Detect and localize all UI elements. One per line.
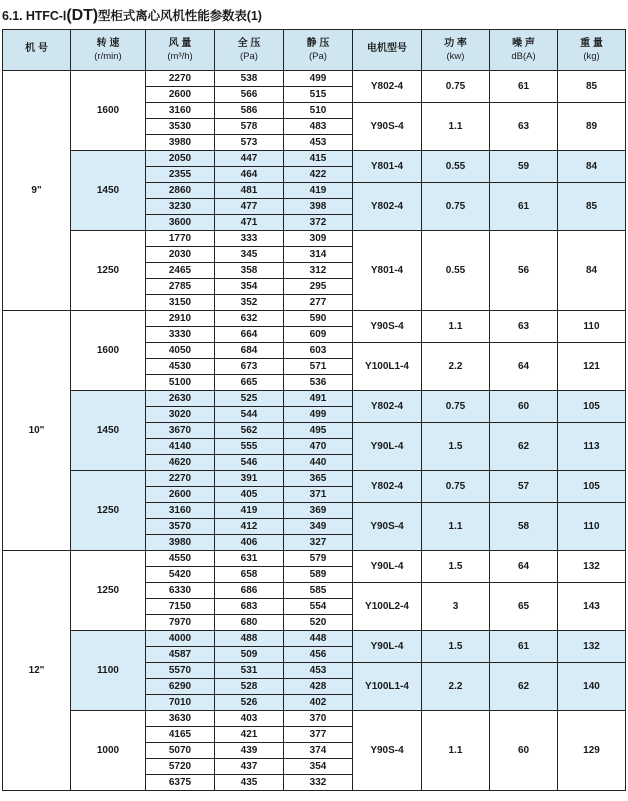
static-pressure-cell: 470 (284, 439, 353, 455)
static-pressure-cell: 370 (284, 711, 353, 727)
airflow-cell: 2465 (146, 263, 215, 279)
total-pressure-cell: 680 (215, 615, 284, 631)
total-pressure-cell: 686 (215, 583, 284, 599)
noise-cell: 60 (490, 391, 558, 423)
speed-cell: 1000 (71, 711, 146, 791)
weight-cell: 140 (558, 663, 626, 711)
static-pressure-cell: 515 (284, 87, 353, 103)
noise-cell: 61 (490, 631, 558, 663)
total-pressure-cell: 421 (215, 727, 284, 743)
static-pressure-cell: 554 (284, 599, 353, 615)
header-cell: 全 压 (Pa) (215, 30, 284, 71)
static-pressure-cell: 377 (284, 727, 353, 743)
total-pressure-cell: 406 (215, 535, 284, 551)
airflow-cell: 2050 (146, 151, 215, 167)
noise-cell: 63 (490, 311, 558, 343)
table-row (3, 71, 626, 87)
static-pressure-cell: 589 (284, 567, 353, 583)
header-cell: 静 压 (Pa) (284, 30, 353, 71)
title-prefix: 6.1. HTFC-Ⅰ (2, 9, 67, 23)
noise-cell: 64 (490, 551, 558, 583)
static-pressure-cell: 448 (284, 631, 353, 647)
airflow-cell: 3150 (146, 295, 215, 311)
speed-cell: 1600 (71, 71, 146, 151)
motor-model-cell: Y90S-4 (353, 103, 422, 151)
airflow-cell: 5100 (146, 375, 215, 391)
speed-cell: 1600 (71, 311, 146, 391)
speed-cell: 1250 (71, 551, 146, 631)
airflow-cell: 3160 (146, 103, 215, 119)
power-cell: 3 (422, 583, 490, 631)
total-pressure-cell: 664 (215, 327, 284, 343)
static-pressure-cell: 453 (284, 135, 353, 151)
airflow-cell: 2630 (146, 391, 215, 407)
airflow-cell: 5070 (146, 743, 215, 759)
table-row (3, 151, 626, 167)
table-row (3, 631, 626, 647)
airflow-cell: 4587 (146, 647, 215, 663)
static-pressure-cell: 415 (284, 151, 353, 167)
speed-cell: 1450 (71, 151, 146, 231)
static-pressure-cell: 499 (284, 71, 353, 87)
noise-cell: 57 (490, 471, 558, 503)
power-cell: 0.75 (422, 183, 490, 231)
table-row (3, 471, 626, 487)
static-pressure-cell: 402 (284, 695, 353, 711)
total-pressure-cell: 439 (215, 743, 284, 759)
power-cell: 0.55 (422, 231, 490, 311)
power-cell: 1.5 (422, 551, 490, 583)
airflow-cell: 3600 (146, 215, 215, 231)
total-pressure-cell: 358 (215, 263, 284, 279)
total-pressure-cell: 391 (215, 471, 284, 487)
table-row (3, 311, 626, 327)
total-pressure-cell: 544 (215, 407, 284, 423)
static-pressure-cell: 456 (284, 647, 353, 663)
static-pressure-cell: 349 (284, 519, 353, 535)
total-pressure-cell: 345 (215, 247, 284, 263)
airflow-cell: 3330 (146, 327, 215, 343)
power-cell: 0.55 (422, 151, 490, 183)
total-pressure-cell: 471 (215, 215, 284, 231)
noise-cell: 65 (490, 583, 558, 631)
static-pressure-cell: 499 (284, 407, 353, 423)
total-pressure-cell: 477 (215, 199, 284, 215)
airflow-cell: 3630 (146, 711, 215, 727)
total-pressure-cell: 333 (215, 231, 284, 247)
power-cell: 2.2 (422, 343, 490, 391)
total-pressure-cell: 526 (215, 695, 284, 711)
static-pressure-cell: 372 (284, 215, 353, 231)
weight-cell: 105 (558, 391, 626, 423)
header-cell: 风 量 (m³/h) (146, 30, 215, 71)
static-pressure-cell: 374 (284, 743, 353, 759)
airflow-cell: 3670 (146, 423, 215, 439)
power-cell: 1.5 (422, 631, 490, 663)
total-pressure-cell: 403 (215, 711, 284, 727)
static-pressure-cell: 491 (284, 391, 353, 407)
total-pressure-cell: 405 (215, 487, 284, 503)
table-row (3, 391, 626, 407)
airflow-cell: 3980 (146, 135, 215, 151)
noise-cell: 63 (490, 103, 558, 151)
power-cell: 0.75 (422, 471, 490, 503)
static-pressure-cell: 571 (284, 359, 353, 375)
static-pressure-cell: 579 (284, 551, 353, 567)
total-pressure-cell: 435 (215, 775, 284, 791)
static-pressure-cell: 440 (284, 455, 353, 471)
total-pressure-cell: 631 (215, 551, 284, 567)
header-row (3, 30, 626, 71)
static-pressure-cell: 585 (284, 583, 353, 599)
static-pressure-cell: 371 (284, 487, 353, 503)
static-pressure-cell: 312 (284, 263, 353, 279)
total-pressure-cell: 566 (215, 87, 284, 103)
noise-cell: 62 (490, 663, 558, 711)
noise-cell: 64 (490, 343, 558, 391)
table-row (3, 231, 626, 247)
weight-cell: 129 (558, 711, 626, 791)
power-cell: 0.75 (422, 71, 490, 103)
airflow-cell: 3160 (146, 503, 215, 519)
total-pressure-cell: 538 (215, 71, 284, 87)
total-pressure-cell: 683 (215, 599, 284, 615)
total-pressure-cell: 464 (215, 167, 284, 183)
total-pressure-cell: 586 (215, 103, 284, 119)
static-pressure-cell: 314 (284, 247, 353, 263)
weight-cell: 121 (558, 343, 626, 391)
static-pressure-cell: 369 (284, 503, 353, 519)
static-pressure-cell: 483 (284, 119, 353, 135)
header-cell: 转 速 (r/min) (71, 30, 146, 71)
noise-cell: 58 (490, 503, 558, 551)
static-pressure-cell: 309 (284, 231, 353, 247)
airflow-cell: 4140 (146, 439, 215, 455)
static-pressure-cell: 453 (284, 663, 353, 679)
weight-cell: 132 (558, 551, 626, 583)
motor-model-cell: Y802-4 (353, 471, 422, 503)
motor-model-cell: Y90S-4 (353, 311, 422, 343)
power-cell: 1.1 (422, 103, 490, 151)
airflow-cell: 4000 (146, 631, 215, 647)
title-suffix: 型柜式离心风机性能参数表(1) (98, 9, 262, 23)
static-pressure-cell: 354 (284, 759, 353, 775)
total-pressure-cell: 525 (215, 391, 284, 407)
airflow-cell: 5720 (146, 759, 215, 775)
airflow-cell: 7970 (146, 615, 215, 631)
table-body (3, 71, 626, 791)
total-pressure-cell: 488 (215, 631, 284, 647)
weight-cell: 143 (558, 583, 626, 631)
airflow-cell: 3570 (146, 519, 215, 535)
static-pressure-cell: 332 (284, 775, 353, 791)
static-pressure-cell: 327 (284, 535, 353, 551)
weight-cell: 105 (558, 471, 626, 503)
airflow-cell: 2270 (146, 471, 215, 487)
airflow-cell: 2785 (146, 279, 215, 295)
header-cell: 机 号 (3, 30, 71, 71)
page-title (2, 6, 262, 25)
total-pressure-cell: 354 (215, 279, 284, 295)
total-pressure-cell: 419 (215, 503, 284, 519)
static-pressure-cell: 277 (284, 295, 353, 311)
airflow-cell: 6330 (146, 583, 215, 599)
motor-model-cell: Y802-4 (353, 183, 422, 231)
total-pressure-cell: 684 (215, 343, 284, 359)
noise-cell: 56 (490, 231, 558, 311)
total-pressure-cell: 447 (215, 151, 284, 167)
static-pressure-cell: 510 (284, 103, 353, 119)
header-cell: 重 量 (kg) (558, 30, 626, 71)
static-pressure-cell: 520 (284, 615, 353, 631)
airflow-cell: 7150 (146, 599, 215, 615)
static-pressure-cell: 398 (284, 199, 353, 215)
header-cell: 电机型号 (353, 30, 422, 71)
static-pressure-cell: 365 (284, 471, 353, 487)
airflow-cell: 4165 (146, 727, 215, 743)
power-cell: 1.1 (422, 711, 490, 791)
airflow-cell: 3980 (146, 535, 215, 551)
total-pressure-cell: 546 (215, 455, 284, 471)
table-row (3, 711, 626, 727)
total-pressure-cell: 673 (215, 359, 284, 375)
static-pressure-cell: 495 (284, 423, 353, 439)
static-pressure-cell: 295 (284, 279, 353, 295)
motor-model-cell: Y90L-4 (353, 423, 422, 471)
airflow-cell: 5570 (146, 663, 215, 679)
total-pressure-cell: 531 (215, 663, 284, 679)
performance-table (2, 29, 626, 791)
title-model-code: (DT) (66, 7, 98, 24)
motor-model-cell: Y90S-4 (353, 711, 422, 791)
power-cell: 1.5 (422, 423, 490, 471)
header-cell: 噪 声 dB(A) (490, 30, 558, 71)
motor-model-cell: Y100L1-4 (353, 343, 422, 391)
power-cell: 2.2 (422, 663, 490, 711)
total-pressure-cell: 481 (215, 183, 284, 199)
speed-cell: 1100 (71, 631, 146, 711)
total-pressure-cell: 437 (215, 759, 284, 775)
static-pressure-cell: 428 (284, 679, 353, 695)
airflow-cell: 2355 (146, 167, 215, 183)
speed-cell: 1450 (71, 391, 146, 471)
table-row (3, 551, 626, 567)
airflow-cell: 2030 (146, 247, 215, 263)
power-cell: 0.75 (422, 391, 490, 423)
static-pressure-cell: 422 (284, 167, 353, 183)
motor-model-cell: Y100L2-4 (353, 583, 422, 631)
power-cell: 1.1 (422, 311, 490, 343)
airflow-cell: 2600 (146, 87, 215, 103)
total-pressure-cell: 573 (215, 135, 284, 151)
static-pressure-cell: 536 (284, 375, 353, 391)
noise-cell: 62 (490, 423, 558, 471)
airflow-cell: 3020 (146, 407, 215, 423)
airflow-cell: 7010 (146, 695, 215, 711)
motor-model-cell: Y802-4 (353, 391, 422, 423)
weight-cell: 89 (558, 103, 626, 151)
airflow-cell: 6290 (146, 679, 215, 695)
static-pressure-cell: 603 (284, 343, 353, 359)
airflow-cell: 6375 (146, 775, 215, 791)
noise-cell: 60 (490, 711, 558, 791)
motor-model-cell: Y801-4 (353, 151, 422, 183)
noise-cell: 61 (490, 183, 558, 231)
weight-cell: 132 (558, 631, 626, 663)
motor-model-cell: Y802-4 (353, 71, 422, 103)
airflow-cell: 2860 (146, 183, 215, 199)
weight-cell: 84 (558, 151, 626, 183)
weight-cell: 85 (558, 183, 626, 231)
airflow-cell: 2270 (146, 71, 215, 87)
airflow-cell: 4620 (146, 455, 215, 471)
weight-cell: 113 (558, 423, 626, 471)
model-cell: 9" (3, 71, 71, 311)
speed-cell: 1250 (71, 471, 146, 551)
speed-cell: 1250 (71, 231, 146, 311)
motor-model-cell: Y90L-4 (353, 631, 422, 663)
airflow-cell: 2600 (146, 487, 215, 503)
motor-model-cell: Y100L1-4 (353, 663, 422, 711)
total-pressure-cell: 578 (215, 119, 284, 135)
motor-model-cell: Y801-4 (353, 231, 422, 311)
weight-cell: 110 (558, 311, 626, 343)
static-pressure-cell: 590 (284, 311, 353, 327)
motor-model-cell: Y90L-4 (353, 551, 422, 583)
model-cell: 10" (3, 311, 71, 551)
noise-cell: 59 (490, 151, 558, 183)
airflow-cell: 4550 (146, 551, 215, 567)
weight-cell: 85 (558, 71, 626, 103)
airflow-cell: 2910 (146, 311, 215, 327)
model-cell: 12" (3, 551, 71, 791)
airflow-cell: 3530 (146, 119, 215, 135)
airflow-cell: 5420 (146, 567, 215, 583)
total-pressure-cell: 665 (215, 375, 284, 391)
power-cell: 1.1 (422, 503, 490, 551)
airflow-cell: 3230 (146, 199, 215, 215)
motor-model-cell: Y90S-4 (353, 503, 422, 551)
header-cell: 功 率 (kw) (422, 30, 490, 71)
total-pressure-cell: 555 (215, 439, 284, 455)
total-pressure-cell: 509 (215, 647, 284, 663)
airflow-cell: 1770 (146, 231, 215, 247)
total-pressure-cell: 528 (215, 679, 284, 695)
weight-cell: 84 (558, 231, 626, 311)
total-pressure-cell: 632 (215, 311, 284, 327)
total-pressure-cell: 658 (215, 567, 284, 583)
noise-cell: 61 (490, 71, 558, 103)
airflow-cell: 4530 (146, 359, 215, 375)
static-pressure-cell: 419 (284, 183, 353, 199)
weight-cell: 110 (558, 503, 626, 551)
static-pressure-cell: 609 (284, 327, 353, 343)
total-pressure-cell: 412 (215, 519, 284, 535)
total-pressure-cell: 352 (215, 295, 284, 311)
total-pressure-cell: 562 (215, 423, 284, 439)
airflow-cell: 4050 (146, 343, 215, 359)
